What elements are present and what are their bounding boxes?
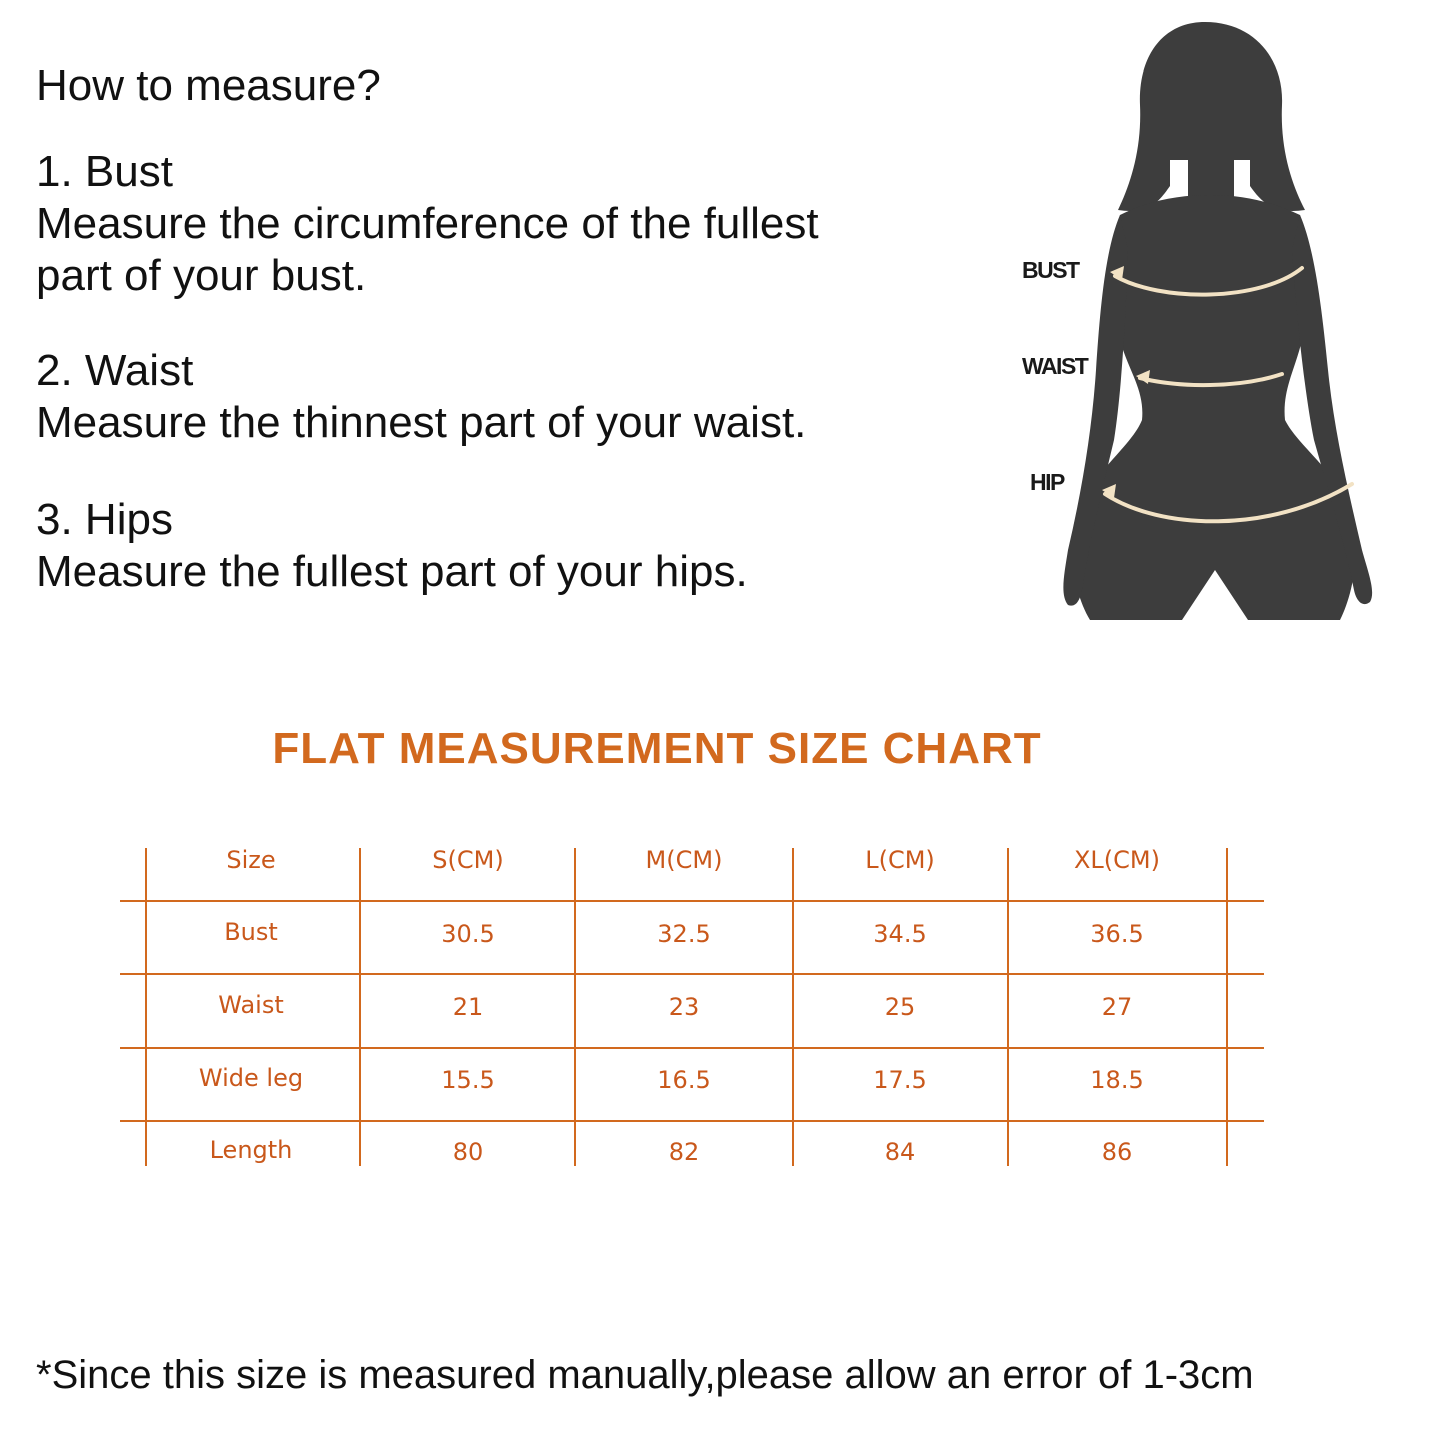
- step-heading: 3. Hips: [36, 495, 173, 544]
- bust-label: BUST: [1022, 257, 1079, 283]
- header-l: L(CM): [865, 846, 935, 874]
- table-cell: 15.5: [441, 1066, 495, 1094]
- step-heading: 1. Bust: [36, 147, 173, 196]
- table-cell: 34.5: [873, 920, 927, 948]
- guide-title: How to measure?: [36, 61, 381, 110]
- silhouette-illustration: [1010, 10, 1410, 630]
- table-cell: 86: [1101, 1138, 1133, 1166]
- row-label-bust: Bust: [224, 918, 278, 946]
- table-cell: 80: [452, 1138, 484, 1166]
- table-cell: 21: [452, 993, 484, 1021]
- measurement-error-note: *Since this size is measured manually,please allow an error of 1-3cm: [36, 1353, 1254, 1397]
- table-cell: 84: [884, 1138, 916, 1166]
- table-cell: 17.5: [873, 1066, 927, 1094]
- step-bust: [36, 146, 819, 302]
- step-text: part of your bust.: [36, 251, 367, 300]
- step-text: Measure the fullest part of your hips.: [36, 547, 748, 596]
- header-size: Size: [226, 846, 276, 874]
- table-cell: 16.5: [657, 1066, 711, 1094]
- header-xl: XL(CM): [1073, 846, 1160, 874]
- table-cell: 32.5: [657, 920, 711, 948]
- table-cell: 25: [884, 993, 916, 1021]
- step-text: Measure the thinnest part of your waist.: [36, 398, 807, 447]
- header-m: M(CM): [645, 846, 723, 874]
- header-s: S(CM): [432, 846, 504, 874]
- table-cell: 18.5: [1090, 1066, 1144, 1094]
- table-cell: 82: [668, 1138, 700, 1166]
- table-cell: 27: [1101, 993, 1133, 1021]
- size-chart-table: [120, 846, 1264, 1168]
- table-cell: 23: [668, 993, 700, 1021]
- size-chart-title: FLAT MEASUREMENT SIZE CHART: [272, 724, 1042, 773]
- step-hips: [36, 494, 748, 598]
- step-heading: 2. Waist: [36, 346, 194, 395]
- table-cell: 36.5: [1090, 920, 1144, 948]
- body-silhouette-figure: [1010, 10, 1410, 630]
- row-label-length: Length: [209, 1136, 293, 1164]
- hip-label: HIP: [1030, 469, 1064, 495]
- table-cell: 30.5: [441, 920, 495, 948]
- step-waist: [36, 345, 806, 449]
- silhouette-shape: [1063, 22, 1372, 620]
- step-text: Measure the circumference of the fullest: [36, 199, 819, 248]
- row-label-waist: Waist: [218, 991, 284, 1019]
- row-label-wide-leg: Wide leg: [198, 1064, 304, 1092]
- waist-label: WAIST: [1022, 353, 1088, 379]
